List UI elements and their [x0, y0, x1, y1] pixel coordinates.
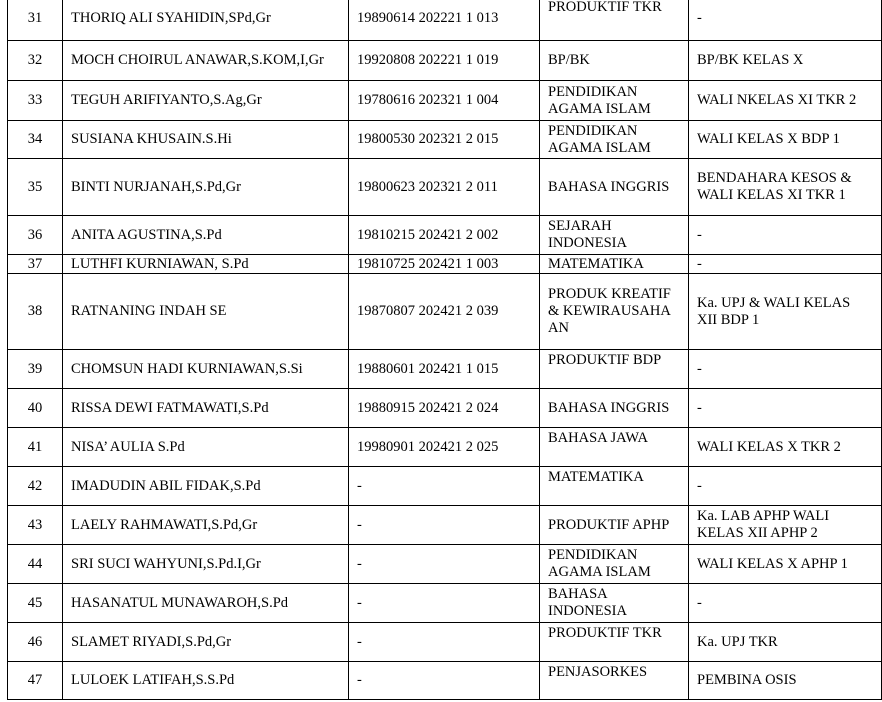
- row-number: 47: [8, 662, 63, 700]
- teacher-name: RISSA DEWI FATMAWATI,S.Pd: [63, 389, 349, 428]
- nip-number: 19920808 202221 1 019: [349, 41, 540, 81]
- teacher-name: RATNANING INDAH SE: [63, 274, 349, 350]
- teacher-name: SLAMET RIYADI,S.Pd,Gr: [63, 623, 349, 662]
- table-row: [8, 545, 882, 584]
- teacher-name: SRI SUCI WAHYUNI,S.Pd.I,Gr: [63, 545, 349, 584]
- teacher-name: ANITA AGUSTINA,S.Pd: [63, 216, 349, 255]
- staff-table: [7, 0, 882, 700]
- additional-role: -: [689, 350, 882, 389]
- nip-number: -: [349, 662, 540, 700]
- table-row: [8, 121, 882, 159]
- row-number: 37: [8, 255, 63, 274]
- row-number: 42: [8, 467, 63, 506]
- additional-role: WALI KELAS X TKR 2: [689, 428, 882, 467]
- subject: MATEMATIKA: [540, 467, 689, 506]
- teacher-name: IMADUDIN ABIL FIDAK,S.Pd: [63, 467, 349, 506]
- subject: PRODUKTIF APHP: [540, 506, 689, 545]
- nip-number: 19800623 202321 2 011: [349, 159, 540, 216]
- row-number: 32: [8, 41, 63, 81]
- teacher-name: LAELY RAHMAWATI,S.Pd,Gr: [63, 506, 349, 545]
- subject: BP/BK: [540, 41, 689, 81]
- nip-number: 19870807 202421 2 039: [349, 274, 540, 350]
- subject: PRODUKTIF TKR: [540, 0, 689, 41]
- table-row: [8, 81, 882, 121]
- nip-number: -: [349, 623, 540, 662]
- subject: PRODUK KREATIF & KEWIRAUSAHA AN: [540, 274, 689, 350]
- table-row: [8, 662, 882, 700]
- table-row: [8, 350, 882, 389]
- subject: PRODUKTIF BDP: [540, 350, 689, 389]
- subject: PENJASORKES: [540, 662, 689, 700]
- subject: BAHASA INGGRIS: [540, 159, 689, 216]
- subject: PENDIDIKAN AGAMA ISLAM: [540, 81, 689, 121]
- additional-role: WALI NKELAS XI TKR 2: [689, 81, 882, 121]
- nip-number: 19880601 202421 1 015: [349, 350, 540, 389]
- table-row: [8, 389, 882, 428]
- nip-number: 19890614 202221 1 013: [349, 0, 540, 41]
- table-row: [8, 0, 882, 41]
- teacher-name: MOCH CHOIRUL ANAWAR,S.KOM,I,Gr: [63, 41, 349, 81]
- additional-role: WALI KELAS X APHP 1: [689, 545, 882, 584]
- additional-role: Ka. LAB APHP WALI KELAS XII APHP 2: [689, 506, 882, 545]
- additional-role: -: [689, 0, 882, 41]
- additional-role: -: [689, 584, 882, 623]
- nip-number: 19810215 202421 2 002: [349, 216, 540, 255]
- nip-number: 19880915 202421 2 024: [349, 389, 540, 428]
- table-row: [8, 506, 882, 545]
- nip-number: 19810725 202421 1 003: [349, 255, 540, 274]
- table-row: [8, 216, 882, 255]
- additional-role: -: [689, 389, 882, 428]
- row-number: 31: [8, 0, 63, 41]
- additional-role: -: [689, 467, 882, 506]
- additional-role: Ka. UPJ TKR: [689, 623, 882, 662]
- table-row: [8, 159, 882, 216]
- table-row: [8, 584, 882, 623]
- row-number: 33: [8, 81, 63, 121]
- row-number: 43: [8, 506, 63, 545]
- teacher-name: CHOMSUN HADI KURNIAWAN,S.Si: [63, 350, 349, 389]
- additional-role: -: [689, 255, 882, 274]
- teacher-name: LULOEK LATIFAH,S.S.Pd: [63, 662, 349, 700]
- subject: BAHASA INDONESIA: [540, 584, 689, 623]
- row-number: 40: [8, 389, 63, 428]
- row-number: 45: [8, 584, 63, 623]
- nip-number: -: [349, 584, 540, 623]
- teacher-name: HASANATUL MUNAWAROH,S.Pd: [63, 584, 349, 623]
- nip-number: -: [349, 545, 540, 584]
- additional-role: BP/BK KELAS X: [689, 41, 882, 81]
- row-number: 34: [8, 121, 63, 159]
- nip-number: -: [349, 506, 540, 545]
- subject: PENDIDIKAN AGAMA ISLAM: [540, 545, 689, 584]
- row-number: 36: [8, 216, 63, 255]
- teacher-name: BINTI NURJANAH,S.Pd,Gr: [63, 159, 349, 216]
- nip-number: -: [349, 467, 540, 506]
- additional-role: WALI KELAS X BDP 1: [689, 121, 882, 159]
- subject: PENDIDIKAN AGAMA ISLAM: [540, 121, 689, 159]
- additional-role: Ka. UPJ & WALI KELAS XII BDP 1: [689, 274, 882, 350]
- nip-number: 19800530 202321 2 015: [349, 121, 540, 159]
- teacher-name: NISA’ AULIA S.Pd: [63, 428, 349, 467]
- additional-role: PEMBINA OSIS: [689, 662, 882, 700]
- table-row: [8, 41, 882, 81]
- row-number: 35: [8, 159, 63, 216]
- row-number: 39: [8, 350, 63, 389]
- teacher-name: SUSIANA KHUSAIN.S.Hi: [63, 121, 349, 159]
- teacher-name: TEGUH ARIFIYANTO,S.Ag,Gr: [63, 81, 349, 121]
- nip-number: 19980901 202421 2 025: [349, 428, 540, 467]
- row-number: 41: [8, 428, 63, 467]
- row-number: 38: [8, 274, 63, 350]
- subject: BAHASA INGGRIS: [540, 389, 689, 428]
- table-row: [8, 428, 882, 467]
- table-row: [8, 467, 882, 506]
- table-row: [8, 255, 882, 274]
- additional-role: -: [689, 216, 882, 255]
- nip-number: 19780616 202321 1 004: [349, 81, 540, 121]
- additional-role: BENDAHARA KESOS & WALI KELAS XI TKR 1: [689, 159, 882, 216]
- table-row: [8, 274, 882, 350]
- subject: SEJARAH INDONESIA: [540, 216, 689, 255]
- subject: MATEMATIKA: [540, 255, 689, 274]
- subject: BAHASA JAWA: [540, 428, 689, 467]
- row-number: 44: [8, 545, 63, 584]
- table-row: [8, 623, 882, 662]
- row-number: 46: [8, 623, 63, 662]
- teacher-name: THORIQ ALI SYAHIDIN,SPd,Gr: [63, 0, 349, 41]
- subject: PRODUKTIF TKR: [540, 623, 689, 662]
- teacher-name: LUTHFI KURNIAWAN, S.Pd: [63, 255, 349, 274]
